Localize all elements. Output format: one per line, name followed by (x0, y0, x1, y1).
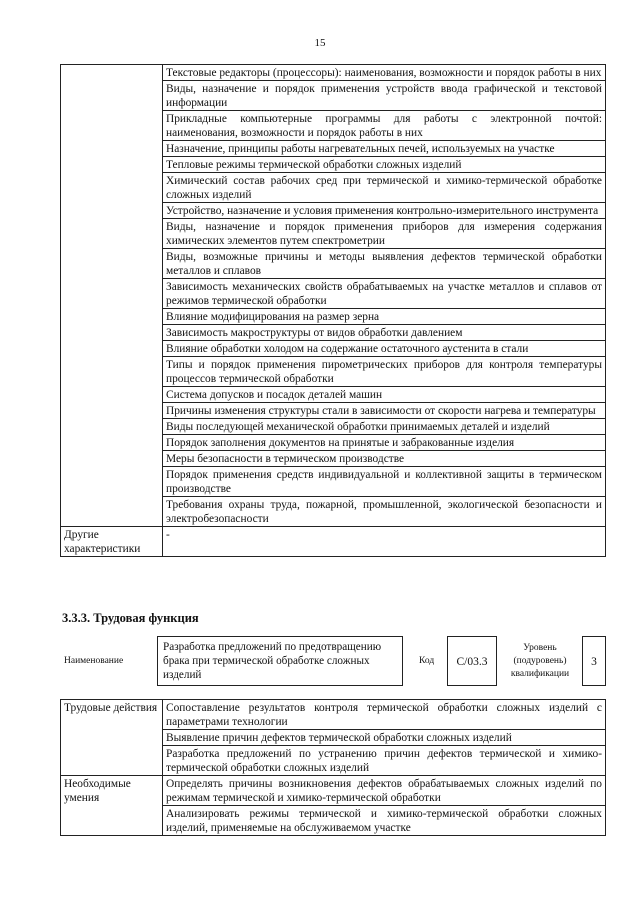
knowledge-row-header (61, 65, 163, 527)
required-skill-item: Определять причины возникновения дефектов обрабатываемых сложных изделий по режимам термической и химико-термической обработки (163, 776, 606, 806)
required-skill-item-row (61, 776, 606, 806)
knowledge-row (61, 65, 606, 81)
level-label: Уровень (подуровень) квалификации (510, 643, 570, 679)
knowledge-item: Виды, назначение и порядок применения устройств ввода графической и текстовой информации (163, 81, 606, 111)
knowledge-item: Влияние модифицирования на размер зерна (163, 309, 606, 325)
required-skills-label: Необходимые умения (61, 776, 163, 836)
labor-action-item-row (61, 700, 606, 730)
knowledge-item: Тепловые режимы термической обработки сложных изделий (163, 157, 606, 173)
knowledge-item: Химический состав рабочих сред при термической и химико-термической обработке сложных изделий (163, 173, 606, 203)
knowledge-item: Виды, возможные причины и методы выявления дефектов термической обработки металлов и сплавов (163, 249, 606, 279)
knowledge-item: Меры безопасности в термическом производстве (163, 451, 606, 467)
knowledge-item: Порядок применения средств индивидуальной и коллективной защиты в термическом производстве (163, 467, 606, 497)
knowledge-table (60, 64, 606, 557)
labor-function-header (60, 636, 606, 688)
level-box: 3 (582, 636, 606, 686)
labor-action-item: Сопоставление результатов контроля термической обработки сложных изделий с параметрами технологии (163, 700, 606, 730)
knowledge-item: Влияние обработки холодом на содержание остаточного аустенита в стали (163, 341, 606, 357)
knowledge-item: Порядок заполнения документов на принятые и забракованные изделия (163, 435, 606, 451)
knowledge-item: Причины изменения структуры стали в зависимости от скорости нагрева и температуры (163, 403, 606, 419)
actions-table (60, 699, 606, 836)
other-characteristics-label: Другие характеристики (61, 527, 163, 557)
knowledge-item: Требования охраны труда, пожарной, промышленной, экологической безопасности и электробезопасности (163, 497, 606, 527)
page-number: 15 (314, 37, 326, 49)
knowledge-item: Виды, назначение и порядок применения приборов для измерения содержания химических элементов путем спектрометрии (163, 219, 606, 249)
code-label: Код (419, 656, 435, 666)
knowledge-item: Прикладные компьютерные программы для работы с электронной почтой: наименования, возможности и порядок работы в них (163, 111, 606, 141)
knowledge-item: Назначение, принципы работы нагревательных печей, используемых на участке (163, 141, 606, 157)
labor-action-item: Выявление причин дефектов термической обработки сложных изделий (163, 730, 606, 746)
other-characteristics-row (61, 527, 606, 557)
knowledge-item: Зависимость механических свойств обрабатываемых на участке металлов и сплавов от режимов термической обработки (163, 279, 606, 309)
knowledge-item: Текстовые редакторы (процессоры): наименования, возможности и порядок работы в них (163, 65, 606, 81)
knowledge-item: Виды последующей механической обработки принимаемых деталей и изделий (163, 419, 606, 435)
function-code-box: C/03.3 (447, 636, 497, 686)
knowledge-item: Типы и порядок применения пирометрических приборов для контроля температуры процессов термической обработки (163, 357, 606, 387)
required-skill-item: Анализировать режимы термической и химико-термической обработки сложных изделий, применяемые на обслуживаемом участке (163, 806, 606, 836)
labor-action-item: Разработка предложений по устранению причин дефектов термической и химико-термической обработки сложных изделий (163, 746, 606, 776)
knowledge-item: Зависимость макроструктуры от видов обработки давлением (163, 325, 606, 341)
other-characteristics-value: - (163, 527, 606, 557)
knowledge-item: Устройство, назначение и условия применения контрольно-измерительного инструмента (163, 203, 606, 219)
section-heading: 3.3.3. Трудовая функция (62, 611, 199, 625)
name-label: Наименование (64, 656, 124, 666)
labor-actions-label: Трудовые действия (61, 700, 163, 776)
knowledge-item: Система допусков и посадок деталей машин (163, 387, 606, 403)
function-name-box: Разработка предложений по предотвращению брака при термической обработке сложных изделий (157, 636, 403, 686)
